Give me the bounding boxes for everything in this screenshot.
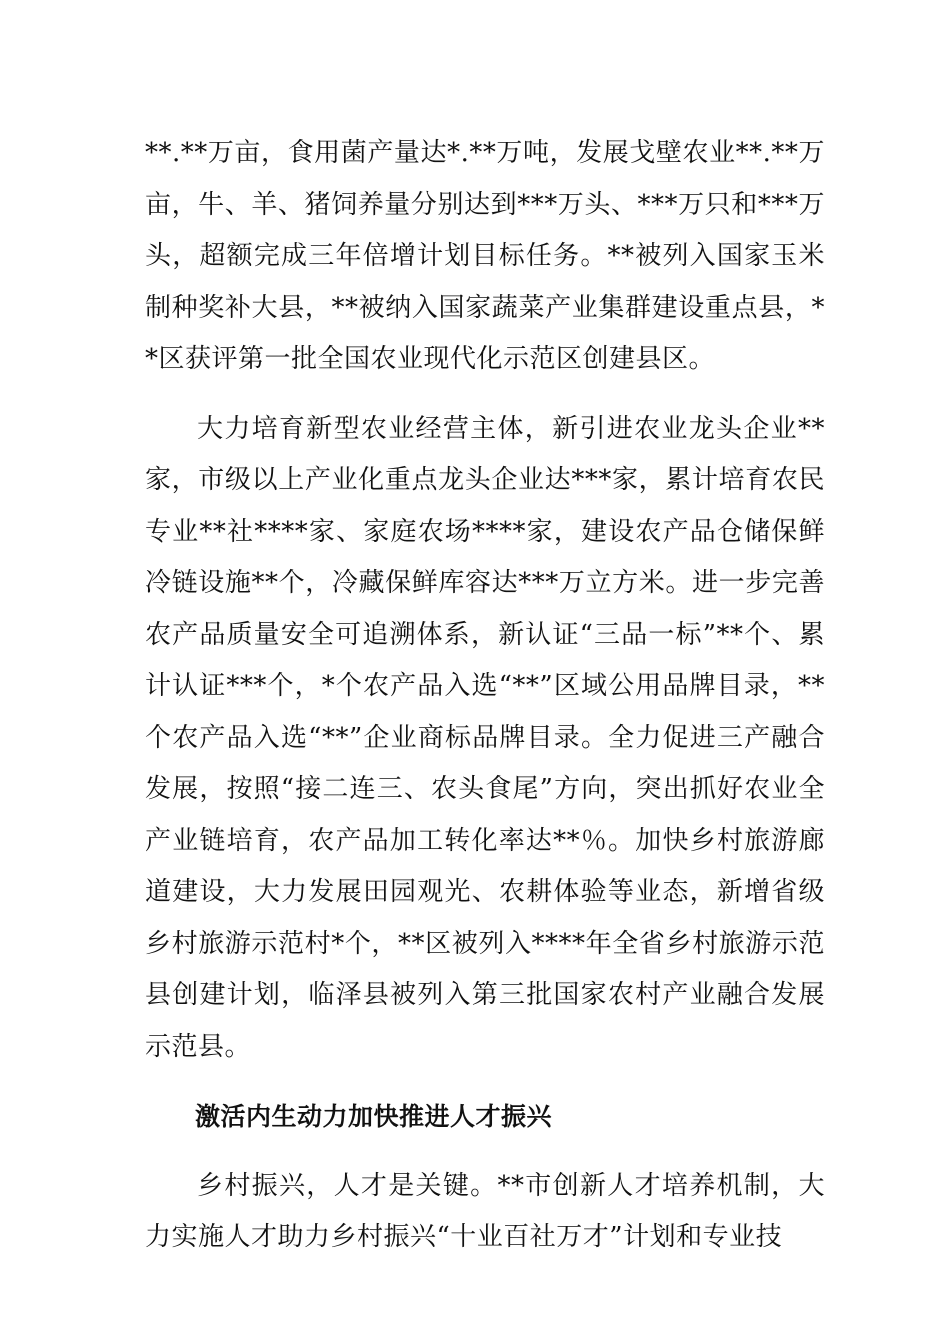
paragraph-gap (145, 1073, 825, 1091)
paragraph-gap (145, 386, 825, 404)
section-heading: 激活内生动力加快推进人才振兴 (195, 1102, 553, 1131)
document-body (145, 128, 825, 1264)
paragraph-gap (145, 1143, 825, 1161)
paragraph-continuation: **.**万亩，食用菌产量达*.**万吨，发展戈壁农业**.**万亩，牛、羊、猪饲养量分别达到***万头、***万只和***万头，超额完成三年倍增计划目标任务。**被列入国家玉米制种奖补大县，**被纳入国家蔬菜产业集群建设重点县，**区获评第一批全国农业现代化示范区创建县区。 (145, 138, 825, 374)
paragraph-talent: 乡村振兴，人才是关键。**市创新人才培养机制，大力实施人才助力乡村振兴“十业百社万才”计划和专业技 (145, 1170, 825, 1252)
paragraph-business-entities: 大力培育新型农业经营主体，新引进农业龙头企业**家，市级以上产业化重点龙头企业达***家，累计培育农民专业**社****家、家庭农场****家，建设农产品仓储保鲜冷链设施**个，冷藏保鲜库容达***万立方米。进一步完善农产品质量安全可追溯体系，新认证“三品一标”**个、累计认证***个，*个农产品入选“**”区域公用品牌目录，**个农产品入选“**”企业商标品牌目录。全力促进三产融合发展，按照“接二连三、农头食尾”方向，突出抓好农业全产业链培育，农产品加工转化率达**％。加快乡村旅游廊道建设，大力发展田园观光、农耕体验等业态，新增省级乡村旅游示范村*个，**区被列入****年全省乡村旅游示范县创建计划，临泽县被列入第三批国家农村产业融合发展示范县。 (145, 413, 825, 1062)
